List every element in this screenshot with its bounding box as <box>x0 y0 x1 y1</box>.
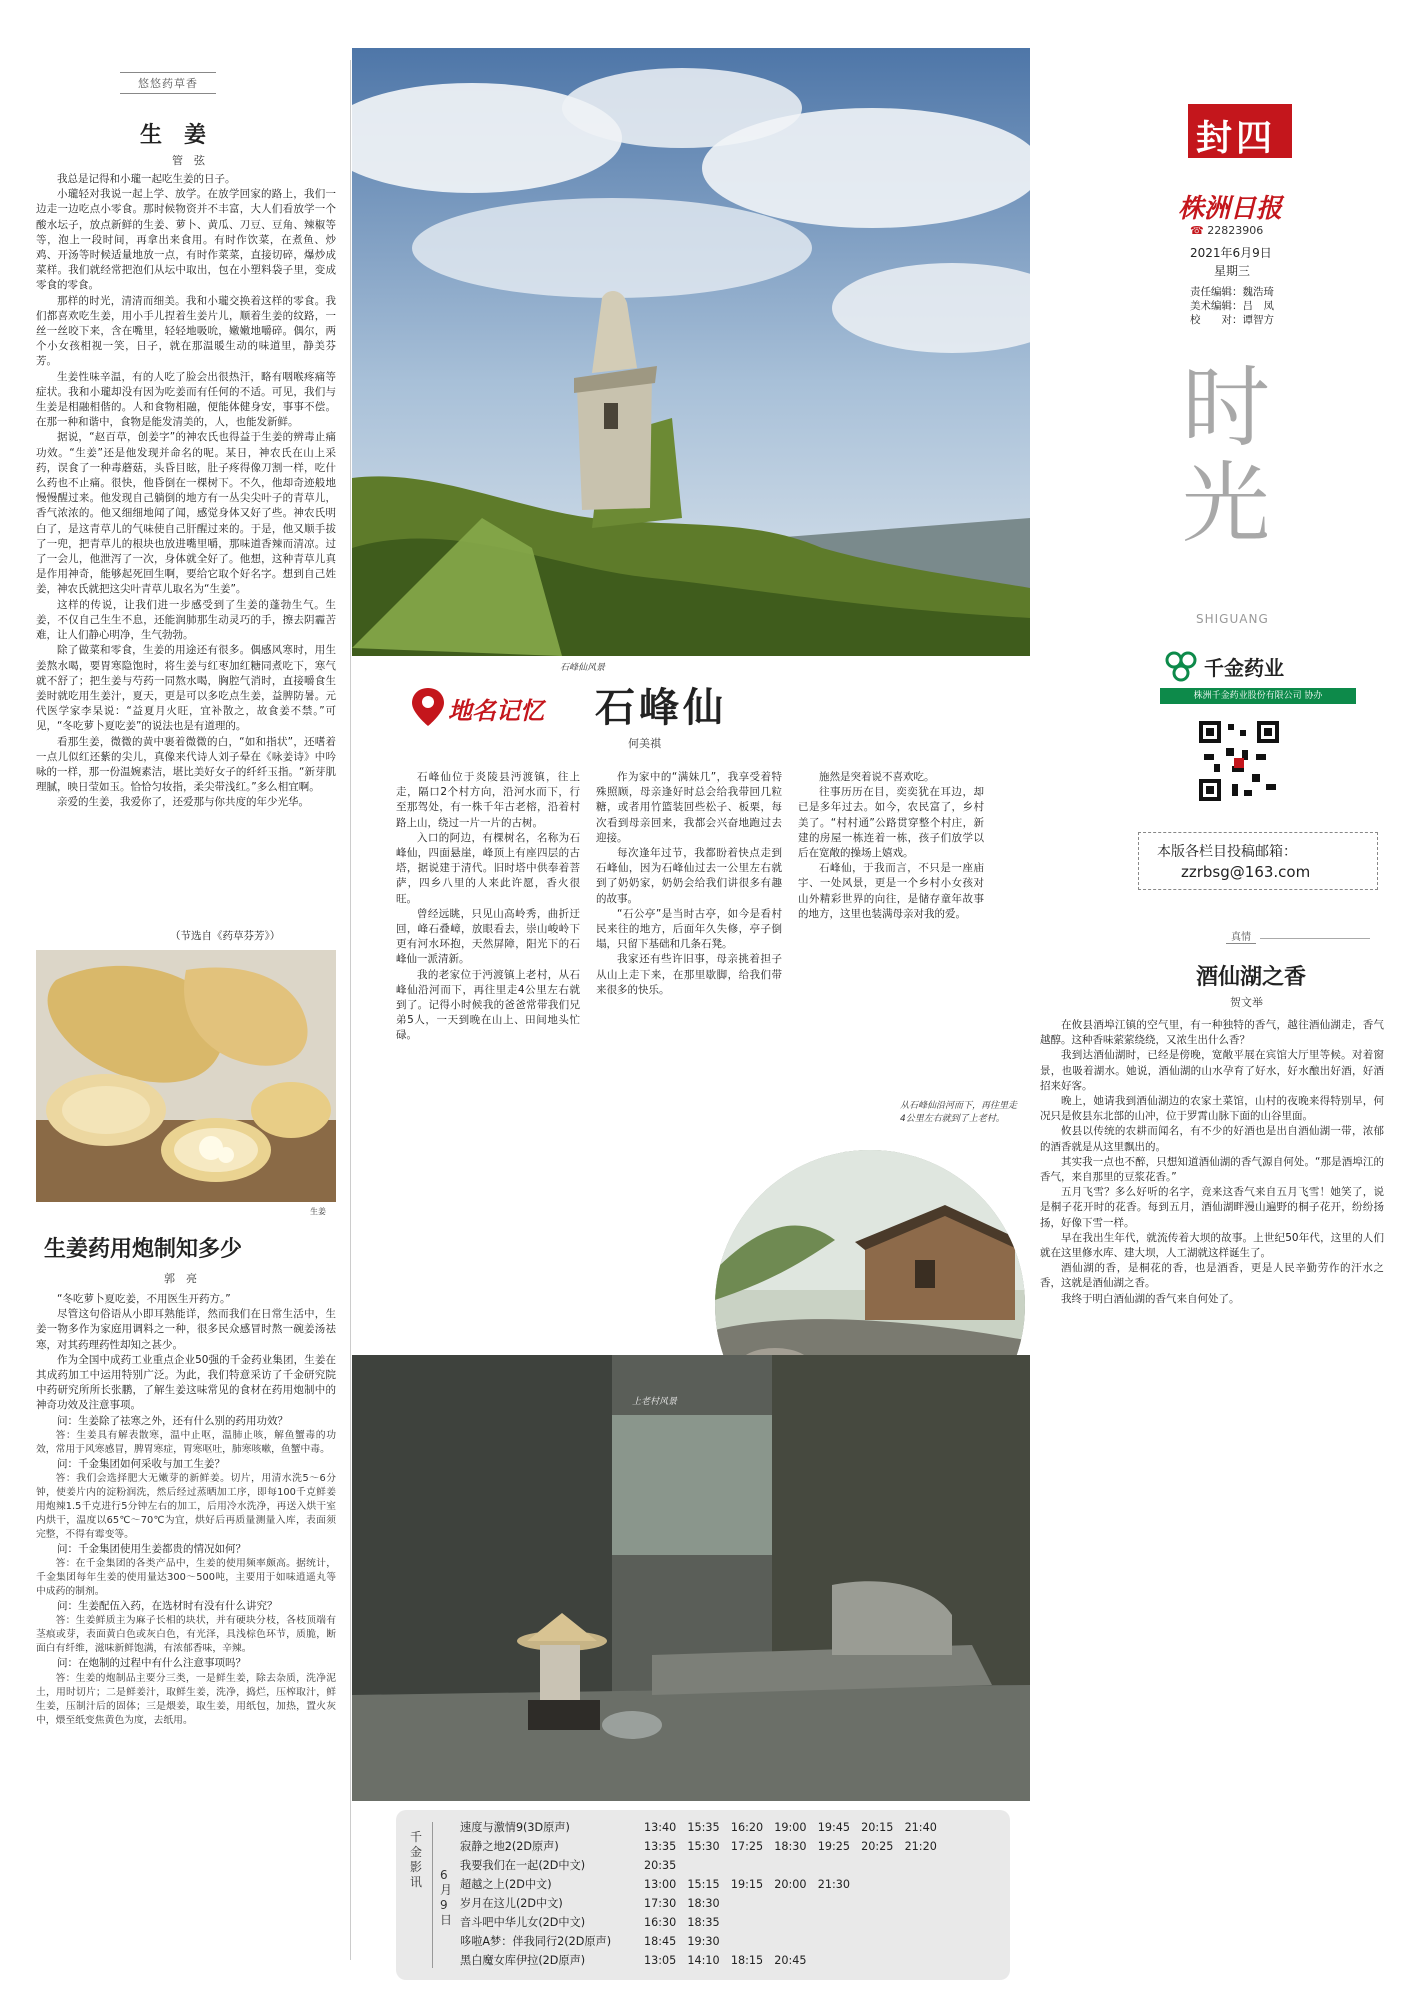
film-schedule-date: 6月9日 <box>440 1868 453 1927</box>
paragraph: 据说，“赵百草，创姜字”的神农氏也得益于生姜的辨毒止痛功效。“生姜”还是他发现并命名的呢。某日，神农氏在山上采药，误食了一种毒蘑菇，头昏目眩，肚子疼得像刀割一样，吃什么药也不止痛。很快，他昏倒在一棵树下。不久，他却奇迹般地慢慢醒过来。他发现自己躺倒的地方有一丛尖尖叶子的青草儿，香气浓浓的。他又细细地闻了闻，感觉身体又好了些。神农氏明白了，是这青草儿的气味使自己肝醒过来的。于是，他又顺手拔了一兜，把青草儿的根块也放进嘴里嚼，那味道香辣而清凉。过了一会儿，他泄泻了一次，身体就全好了。他想，这种青草儿真是作用神奇，能够起死回生啊，要给它取个好名字。想到自己姓姜，神农氏就把这尖叶青草儿取名为“生姜”。 <box>36 431 336 596</box>
film-times: 13:05 14:10 18:15 20:45 <box>644 1954 807 1967</box>
film-row[interactable] <box>460 1818 1006 1837</box>
phone-number <box>1190 224 1263 237</box>
paragraph: 看那生姜，微微的黄中裹着微微的白，“如和指状”，还嗜着一点儿似红还紫的尖儿，真像来代诗人刘子晕在《咏姜诗》中吟咏的一样，那一份温婉素洁，堪比美好女子的纤纤玉指。“新芽肌理腻，映日莹如玉。恰恰匀妆指，柔尖带浅红。”多么相宜啊。 <box>36 735 336 794</box>
intro-paragraph: 尽管这句俗语从小即耳熟能详，然而我们在日常生活中，生姜一物多作为家庭用调料之一种，很多民众感冒时熬一碗姜汤祛寒，对其药理药性却知之甚少。 <box>36 1308 336 1351</box>
shifengxian-author: 何美祺 <box>628 737 661 750</box>
paragraph: 这样的传说，让我们进一步感受到了生姜的蓬勃生气。生姜，不仅自己生生不息，还能润肺那生动灵巧的手，擦去阴霾苦难，让人们静心明净，生气勃勃。 <box>36 598 336 642</box>
sponsor-subtitle: 株洲千金药业股份有限公司 协办 <box>1160 688 1356 704</box>
ginger-qa-body <box>36 1292 336 1972</box>
film-row[interactable] <box>460 1913 1006 1932</box>
ginger-essay-source: （节选自《药草芬芳》） <box>170 930 281 942</box>
paragraph: 亲爱的生姜，我爱你了，还爱那与你共度的年少光华。 <box>57 796 309 809</box>
shifengxian-col3 <box>798 770 984 1100</box>
email-box <box>1138 832 1378 890</box>
credit-row: 责任编辑：魏浩琦 <box>1190 286 1274 298</box>
qa-answer: 答：在千金集团的各类产品中，生姜的使用频率颇高。据统计，千金集团每年生姜的使用量达300～500吨，主要用于如味逍遥丸等中成药的制剂。 <box>36 1558 336 1598</box>
film-times: 20:35 <box>644 1859 677 1872</box>
paragraph: 石峰仙，于我而言，不只是一座庙宇、一处风景，更是一个乡村小女孩对山外精彩世界的向往，是储存童年故事的地方，这里也装满母亲对我的爱。 <box>798 862 984 920</box>
edition-badge <box>1188 104 1292 158</box>
film-name: 黑白魔女库伊拉(2D原声) <box>460 1954 586 1967</box>
paragraph: 我总是记得和小瓏一起吃生姜的日子。 <box>57 173 236 185</box>
ginger-essay-title: 生 姜 <box>140 122 207 148</box>
landscape-photo-top <box>352 48 1030 656</box>
ginger-essay-author: 管 弦 <box>172 154 205 167</box>
sponsor-logo-icon <box>1162 650 1202 684</box>
alley-illustration <box>352 1355 1030 1801</box>
paragraph: 我家还有些许旧事，母亲挑着担子从山上走下来，在那里歇脚，给我们带来很多的快乐。 <box>596 953 782 996</box>
intro-paragraph: “冬吃萝卜夏吃姜，不用医生开药方。” <box>57 1293 231 1305</box>
film-times: 16:30 18:35 <box>644 1916 720 1929</box>
intro-paragraph: 作为全国中成药工业重点企业50强的千金药业集团，生姜在其成药加工中运用特别广泛。为此，我们特意采访了千金研究院中药研究所所长张鹏，了解生姜这味常见的食材在药用炮制中的神奇功效及注意事项。 <box>36 1353 336 1412</box>
qa-answer: 答：生姜具有解表散寒，温中止呕，温肺止咳，解鱼蟹毒的功效，常用于风寒感冒，脾胃寒症，胃寒呕吐，肺寒咳嗽，鱼蟹中毒。 <box>36 1429 336 1455</box>
edition-label: 封四 <box>1196 117 1277 159</box>
qa-answer: 答：我们会选择肥大无嫩芽的新鲜姜。切片，用清水洗5～6分钟，使姜片内的淀粉润洗，然后经过蒸晒加工序，即每100千克鲜姜用炮辣1.5千克进行5分钟左右的加工，后用冷水洗净，再送入烘干室内烘干，温度以65℃～70℃为宜，烘好后再质量测量入库，表面须完整，不得有霉变等。 <box>36 1473 336 1541</box>
paragraph: 小瓏轻对我说一起上学、放学。在放学回家的路上，我们一边走一边吃点小零食。那时候物资并不丰富，大人们看放学一个酸水坛子，放点新鲜的生姜、萝卜、黄瓜、刀豆、豆角、辣椒等等，泡上一段时间，再拿出来食用。有时作饮菜，在煮鱼、炒鸡、开汤等时候适量地放一点，有时作菜菜，直接切碎，爆炒成菜样。我们就经常把泡们从坛中取出，包在小塑料袋子里，变成零食的零食。 <box>36 188 336 292</box>
photo-top-caption: 石峰仙风景 <box>560 663 606 673</box>
film-times: 13:00 15:15 19:15 20:00 21:30 <box>644 1878 850 1891</box>
place-memory-label: 地名记忆 <box>448 696 544 725</box>
paragraph: 那样的时光，清清而细美。我和小瓏交换着这样的零食。我们都喜欢吃生姜，用小手儿捏着生姜片儿，顺着生姜的纹路，一丝一丝咬下来，含在嘴里，轻轻地吸吮，嫩嫩地嚼碎。偶尔，两个小女孩相视一笑，日子，就在那温暖生动的味道里，静美芬芳。 <box>36 294 336 368</box>
qr-code-image <box>1196 718 1282 804</box>
wine-lake-author: 贺文举 <box>1230 996 1263 1009</box>
film-times: 17:30 18:30 <box>644 1897 720 1910</box>
ginger-qa-author: 郭 亮 <box>164 1272 197 1285</box>
section-big-title: 时光 <box>1182 356 1271 555</box>
qa-question: 问：千金集团如何采收与加工生姜？ <box>57 1457 225 1470</box>
film-row[interactable] <box>460 1875 1006 1894</box>
film-name: 岁月在这儿(2D中文) <box>460 1897 563 1910</box>
photo-bottom-caption: 上老村风景 <box>632 1397 678 1407</box>
column-divider <box>350 60 351 1960</box>
ginger-photo-caption: 生姜 <box>310 1207 326 1216</box>
shifengxian-title: 石峰仙 <box>595 684 727 731</box>
ginger-essay-body <box>36 172 336 924</box>
credits <box>1190 285 1274 327</box>
phone-icon: ☎ <box>1190 224 1204 237</box>
paragraph: 攸县以传统的农耕而闻名，有不少的好酒也是出自酒仙湖一带，浓郁的酒香就是从这里飘出的。 <box>1040 1125 1384 1153</box>
section-pinyin: SHIGUANG <box>1196 612 1269 626</box>
qa-question: 问：生姜除了祛寒之外，还有什么别的药用功效？ <box>57 1414 288 1427</box>
qr-code[interactable] <box>1196 718 1282 804</box>
paragraph: 曾经远眺，只见山高岭秀，曲折迂回，峰石叠嶂，放眼看去，崇山峻岭下更有河水环抱，天然屏障，阳光下的石峰仙一派清新。 <box>396 907 580 966</box>
sponsor-name: 千金药业 <box>1204 656 1284 680</box>
film-schedule-divider <box>432 1822 433 1968</box>
paragraph: 往事历历在目，奕奕犹在耳边，却已是多年过去。如今，农民富了，乡村美了。“村村通”公路贯穿整个村庄，新建的房屋一栋连着一栋，孩子们放学以后在宽敞的操场上嬉戏。 <box>798 786 984 860</box>
paragraph: 入口的阿边，有棵树名，名称为石峰仙，四面悬崖，峰顶上有座四层的古塔，据说建于清代。旧时塔中供奉着菩萨，四乡八里的人来此许愿，香火很旺。 <box>396 831 580 905</box>
shifengxian-col2 <box>596 770 782 1160</box>
issue-date: 2021年6月9日 <box>1190 246 1272 260</box>
sponsor-block <box>1158 648 1368 704</box>
tower-landscape-illustration <box>352 48 1030 656</box>
paragraph: 作为家中的“满妹几”，我享受着特殊照顾，母亲逢好时总会给我带回几粒糖，或者用竹篮装回些松子、板栗，每次看到母亲回来，我都会兴奋地跑过去迎接。 <box>596 771 782 844</box>
paper-name: 株洲日报 <box>1178 194 1283 224</box>
credit-row: 美术编辑：吕 凤 <box>1190 300 1274 312</box>
film-times: 18:45 19:30 <box>644 1935 720 1948</box>
qa-answer: 答：生姜的炮制品主要分三类，一是鲜生姜，除去杂质，洗净泥土，用时切片；二是鲜姜汁，取鲜生姜，洗净，捣烂，压榨取汁，鲜生姜，压制汁后的固体；三是煨姜，取生姜，用纸包，加热，置火灰中，煨至纸变焦黄色为度，去纸用。 <box>36 1672 336 1726</box>
film-schedule-label: 千金影讯 <box>410 1830 423 1889</box>
paragraph: 石峰仙位于炎陵县沔渡镇，往上走，隔口2个村方向，沿河水而下，行至那驾处，有一株千年古老榕，沿着村路上山，绕过一片一片的古树。 <box>396 771 580 829</box>
paragraph: 其实我一点也不醉，只想知道酒仙湖的香气源自何处。“那是酒埠江的香气，来自那里的豆浆花香。” <box>1040 1155 1384 1184</box>
paragraph: 除了做菜和零食，生姜的用途还有很多。偶感风寒时，用生姜熬水喝，要胃寒隐饱时，将生姜与红枣加红糖同煮吃下，寒气就不舒了；把生姜与芍药一同熬水喝，胸腔气消时，直接嚼食生姜时就吃用生姜汁，夏天，更是可以多吃点生姜，益脾防暑。元代医学家李杲说：“益夏月火旺，宜补散之，故食姜不禁。”可见，“冬吃萝卜夏吃姜”的说法也是有道理的。 <box>36 644 336 733</box>
credit-row: 校 对：谭智方 <box>1190 314 1274 326</box>
paragraph: 我到达酒仙湖时，已经是傍晚，宽敞平展在宾馆大厅里等候。对着窗景，也吸着湖水。她说，酒仙湖的山水孕育了好水，好水酿出好酒，好酒招来好客。 <box>1040 1049 1384 1092</box>
photo-mid-caption: 从石峰仙沿河而下，再往里走4公里左右就到了上老村。 <box>900 1101 1018 1124</box>
qa-question: 问：生姜配伍入药，在选材时有没有什么讲究？ <box>57 1600 278 1613</box>
email-address[interactable]: zzrbsg@163.com <box>1181 863 1311 881</box>
wine-lake-body <box>1040 1018 1384 1966</box>
film-row[interactable] <box>460 1856 1006 1875</box>
paragraph: 生姜性味辛温，有的人吃了脸会出很热汗，略有咽喉疼痛等症状。我和小瓏却没有因为吃姜而有任何的不适。可见，我们与生姜是相融相偕的。人和食物相融，便能体健身安，事事不偿。在那一种和谐中，食物是能发清美的，人，也能发新鲜。 <box>36 370 336 429</box>
film-row[interactable] <box>460 1894 1006 1913</box>
paragraph: 五月飞雪？多么好听的名字，竟来这香气来自五月飞雪！她笑了，说是桐子花开时的花香。每到五月，酒仙湖畔漫山遍野的桐子花开，纷纷扬扬，好像下雪一样。 <box>1040 1186 1384 1229</box>
qa-answer: 答：生姜鲜质主为麻子长相的块状，并有硬块分枝，各枝顶端有茎痕或芽，表面黄白色或灰白色，有光泽，具浅棕色环节，质脆，断面白有纤维，滋味新鲜饱满，有浓郁香味，辛辣。 <box>36 1615 336 1655</box>
film-schedule <box>396 1810 1010 1980</box>
wine-lake-title: 酒仙湖之香 <box>1196 964 1307 990</box>
phone-value: 22823906 <box>1207 224 1264 237</box>
qa-question: 问：千金集团使用生姜都贵的情况如何？ <box>57 1543 246 1556</box>
village-photo-bottom <box>352 1355 1030 1801</box>
film-name: 哆啦A梦：伴我同行2(2D原声) <box>460 1935 612 1948</box>
issue-weekday: 星期三 <box>1214 264 1251 278</box>
film-list <box>460 1818 1006 1970</box>
film-name: 我要我们在一起(2D中文) <box>460 1859 586 1872</box>
film-row[interactable] <box>460 1951 1006 1970</box>
section-tag: 悠悠药草香 <box>120 72 216 94</box>
essay-tag-line <box>1260 938 1370 939</box>
paragraph: “石公亭”是当时古亭，如今是看村民来往的地方，后面年久失修，亭子倒塌，只留下基础和几条石凳。 <box>596 907 782 951</box>
film-times: 13:40 15:35 16:20 19:00 19:45 20:15 21:40 <box>644 1821 937 1834</box>
paragraph: 我的老家位于沔渡镇上老村，从石峰仙沿河而下，再往里走4公里左右就到了。记得小时候我的爸爸常带我们兄弟5人，一天到晚在山上、田间地头忙碌。 <box>396 968 580 1042</box>
paragraph: 晚上，她请我到酒仙湖边的农家土菜馆，山村的夜晚来得特别早，何况只是攸县东北部的山冲，位于罗霄山脉下面的山谷里面。 <box>1040 1095 1384 1123</box>
paragraph: 酒仙湖的香，是桐花的香，也是酒香，更是人民辛勤劳作的汗水之香，这就是酒仙湖之香。 <box>1040 1262 1384 1290</box>
essay-tag: 真情 <box>1226 928 1256 944</box>
paragraph: 施然是突着说不喜欢吃。 <box>819 771 935 783</box>
qa-question: 问：在炮制的过程中有什么注意事项吗？ <box>57 1657 246 1670</box>
paragraph: 我终于明白酒仙湖的香气来自何处了。 <box>1061 1292 1240 1305</box>
film-name: 寂静之地2(2D原声) <box>460 1840 559 1853</box>
film-row[interactable] <box>460 1837 1006 1856</box>
email-label: 本版各栏目投稿邮箱： <box>1157 844 1297 860</box>
paragraph: 每次逢年过节，我都盼着快点走到石峰仙，因为石峰仙过去一公里左右就到了奶奶家，奶奶会给我们讲很多有趣的故事。 <box>596 847 782 905</box>
ginger-illustration <box>36 950 336 1202</box>
film-name: 速度与激情9(3D原声) <box>460 1821 570 1834</box>
section-tag-box <box>120 72 216 94</box>
shifengxian-col1 <box>396 770 580 1290</box>
ginger-photo <box>36 950 336 1202</box>
paragraph: 在攸县酒埠江镇的空气里，有一种独特的香气，越往酒仙湖走，香气越醇。这种香味萦萦绕绕，又浓生出什么香？ <box>1040 1019 1384 1047</box>
paragraph: 早在我出生年代，就流传着大坝的故事。上世纪50年代，这里的人们就在这里修水库、建大坝，人工湖就这样诞生了。 <box>1040 1231 1384 1260</box>
place-memory-badge <box>410 684 580 728</box>
film-times: 13:35 15:30 17:25 18:30 19:25 20:25 21:20 <box>644 1840 937 1853</box>
film-row[interactable] <box>460 1932 1006 1951</box>
film-name: 超越之上(2D中文) <box>460 1878 552 1891</box>
ginger-qa-title: 生姜药用炮制知多少 <box>44 1236 243 1262</box>
film-name: 音斗吧中华儿女(2D中文) <box>460 1916 586 1929</box>
